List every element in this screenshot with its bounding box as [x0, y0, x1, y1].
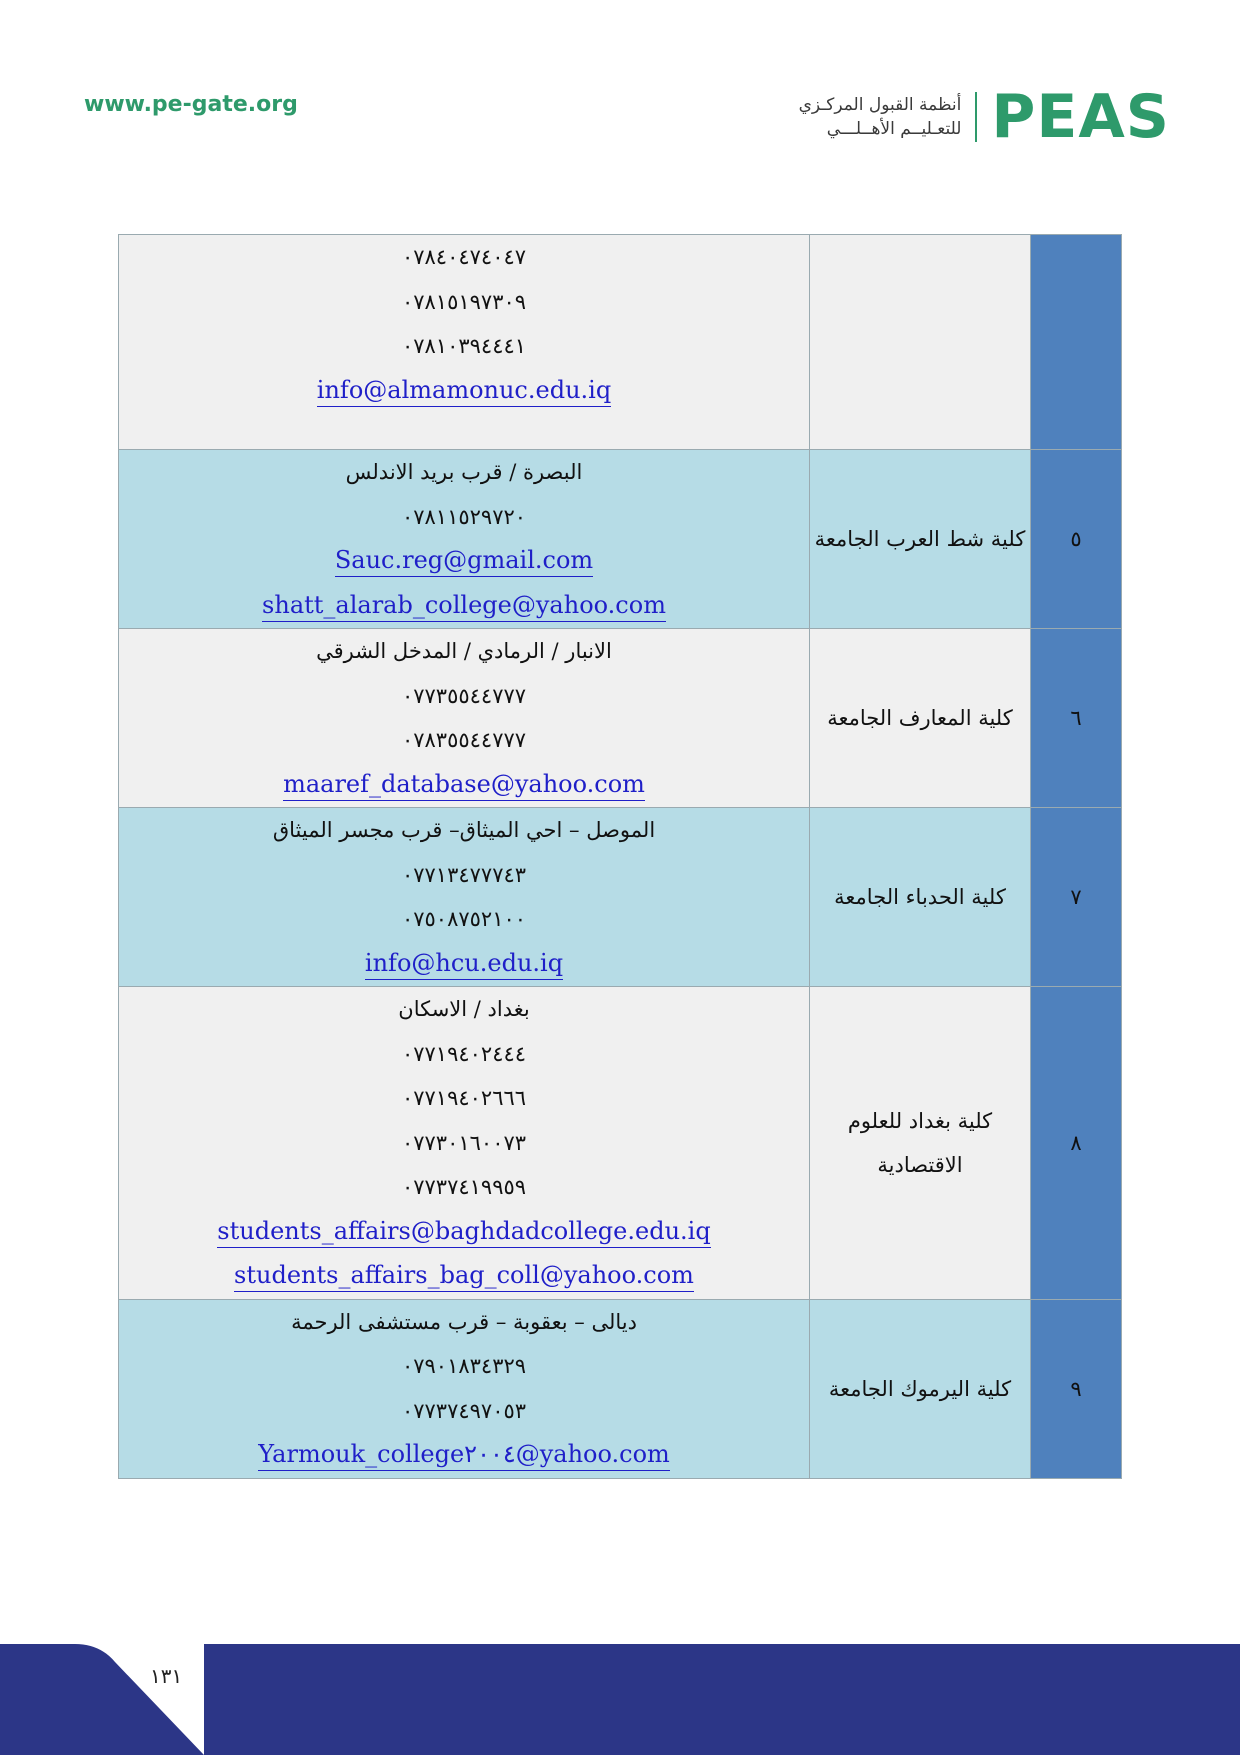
- email-link[interactable]: Yarmouk_college٢٠٠٤@yahoo.com: [258, 1438, 670, 1471]
- email-link[interactable]: students_affairs_bag_coll@yahoo.com: [234, 1259, 694, 1292]
- email-link[interactable]: students_affairs@baghdadcollege.edu.iq: [217, 1215, 710, 1248]
- phone-number: ٠٧٧٣٠١٦٠٠٧٣: [401, 1130, 527, 1155]
- phone-number: ٠٧٥٠٨٧٥٢١٠٠: [401, 907, 527, 931]
- contact-info-cell: [119, 629, 810, 808]
- email-link[interactable]: info@almamonuc.edu.iq: [317, 374, 611, 407]
- peas-logo: [798, 82, 1170, 152]
- phone-number: ٠٧٧١٩٤٠٢٤٤٤: [401, 1041, 527, 1066]
- table-row: [119, 629, 1122, 808]
- contact-info-cell: [119, 808, 810, 987]
- logo-divider: [975, 92, 977, 142]
- table-row: [119, 987, 1122, 1300]
- phone-number: ٠٧٨١٥١٩٧٣٠٩: [401, 289, 527, 314]
- contact-info-cell: [119, 450, 810, 629]
- row-number-cell: ٧: [1031, 808, 1122, 987]
- address-text: البصرة / قرب بريد الاندلس: [345, 460, 583, 484]
- college-name-cell: كلية المعارف الجامعة: [810, 629, 1031, 808]
- phone-number: ٠٧٧١٩٤٠٢٦٦٦: [401, 1086, 527, 1110]
- email-link[interactable]: Sauc.reg@gmail.com: [335, 544, 593, 577]
- page-number: ١٣١: [150, 1664, 183, 1688]
- logo-tagline: [799, 93, 962, 141]
- phone-number: ٠٧٧١٣٤٧٧٧٤٣: [401, 862, 527, 887]
- email-link[interactable]: maaref_database@yahoo.com: [283, 768, 645, 801]
- college-name-cell: كلية شط العرب الجامعة: [810, 450, 1031, 629]
- phone-number: ٠٧٨٣٥٥٤٤٧٧٧: [401, 728, 527, 752]
- table-row: [119, 450, 1122, 629]
- row-number-cell: ٩: [1031, 1299, 1122, 1478]
- colleges-contact-table: [118, 234, 1122, 1479]
- contact-info-cell: [119, 1299, 810, 1478]
- address-text: ديالى – بعقوبة – قرب مستشفى الرحمة: [291, 1309, 637, 1334]
- phone-number: ٠٧٧٣٧٤٩٧٠٥٣: [401, 1398, 527, 1423]
- phone-number: ٠٧٨١٠٣٩٤٤٤١: [401, 334, 527, 358]
- contact-info-cell: [119, 987, 810, 1300]
- college-name-cell: كلية الحدباء الجامعة: [810, 808, 1031, 987]
- address-text: الموصل – احي الميثاق– قرب مجسر الميثاق: [272, 818, 656, 842]
- college-name-cell: كلية اليرموك الجامعة: [810, 1299, 1031, 1478]
- table-row: [119, 1299, 1122, 1478]
- phone-number: ٠٧٧٣٥٥٤٤٧٧٧: [401, 683, 527, 708]
- table-row: [119, 235, 1122, 450]
- phone-number: ٠٧٨١١٥٢٩٧٢٠: [401, 504, 527, 529]
- row-number-cell: [1031, 235, 1122, 450]
- email-link[interactable]: shatt_alarab_college@yahoo.com: [262, 589, 666, 622]
- contact-info-cell: [119, 235, 810, 450]
- table-row: [119, 808, 1122, 987]
- row-number-cell: ٦: [1031, 629, 1122, 808]
- college-name-cell: كلية بغداد للعلوم الاقتصادية: [810, 987, 1031, 1300]
- row-number-cell: ٥: [1031, 450, 1122, 629]
- email-link[interactable]: info@hcu.edu.iq: [365, 947, 563, 980]
- row-number-cell: ٨: [1031, 987, 1122, 1300]
- logo-mark: PEAS: [991, 82, 1170, 152]
- logo-tagline-line-1: أنظمة القبول المركـزي: [798, 95, 962, 115]
- site-url[interactable]: www.pe-gate.org: [84, 92, 298, 117]
- college-name-cell: [810, 235, 1031, 450]
- phone-number: ٠٧٨٤٠٤٧٤٠٤٧: [401, 245, 527, 269]
- address-text: الانبار / الرمادي / المدخل الشرقي: [316, 639, 612, 663]
- logo-tagline-line-2: للتعـليــم الأهــلـــي: [826, 119, 962, 139]
- phone-number: ٠٧٧٣٧٤١٩٩٥٩: [401, 1175, 527, 1199]
- footer-corner-shape: [0, 1644, 210, 1755]
- phone-number: ٠٧٩٠١٨٣٤٣٢٩: [401, 1354, 527, 1378]
- address-text: بغداد / الاسكان: [398, 997, 530, 1021]
